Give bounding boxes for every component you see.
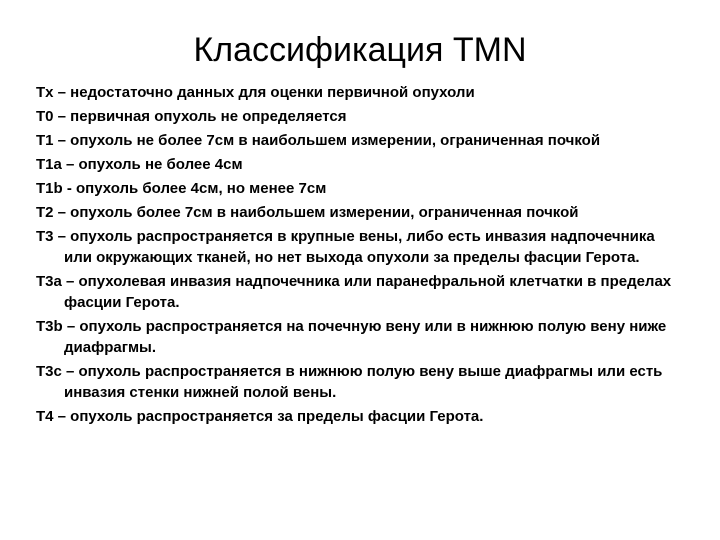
list-item-t3a: T3a – опухолевая инвазия надпочечника или паранефральной клетчатки в пределах фасции Герота.: [36, 273, 672, 311]
classification-list: [36, 82, 676, 430]
list-item-t1: T1 – опухоль не более 7см в наибольшем измерении, ограниченная почкой: [36, 132, 601, 149]
list-item-t0: T0 – первичная опухоль не определяется: [36, 108, 347, 125]
list-item-t1b: T1b - опухоль более 4см, но менее 7см: [36, 180, 327, 197]
list-item-t4: T4 – опухоль распространяется за пределы фасции Герота.: [36, 408, 484, 425]
list-item-t2: T2 – опухоль более 7см в наибольшем измерении, ограниченная почкой: [36, 204, 579, 221]
list-item-t1a: T1a – опухоль не более 4см: [36, 156, 243, 173]
page-title: Классификация TMN: [193, 31, 527, 69]
list-item-tx: Tx – недостаточно данных для оценки первичной опухоли: [36, 84, 475, 101]
list-item-t3c: T3c – опухоль распространяется в нижнюю полую вену выше диафрагмы или есть инвазия стенки нижней полой вены.: [36, 363, 663, 401]
list-item-t3: T3 – опухоль распространяется в крупные вены, либо есть инвазия надпочечника или окружающих тканей, но нет выхода опухоли за пределы фасции Герота.: [36, 228, 655, 266]
list-item-t3b: T3b – опухоль распространяется на почечную вену или в нижнюю полую вену ниже диафрагмы.: [36, 318, 667, 356]
